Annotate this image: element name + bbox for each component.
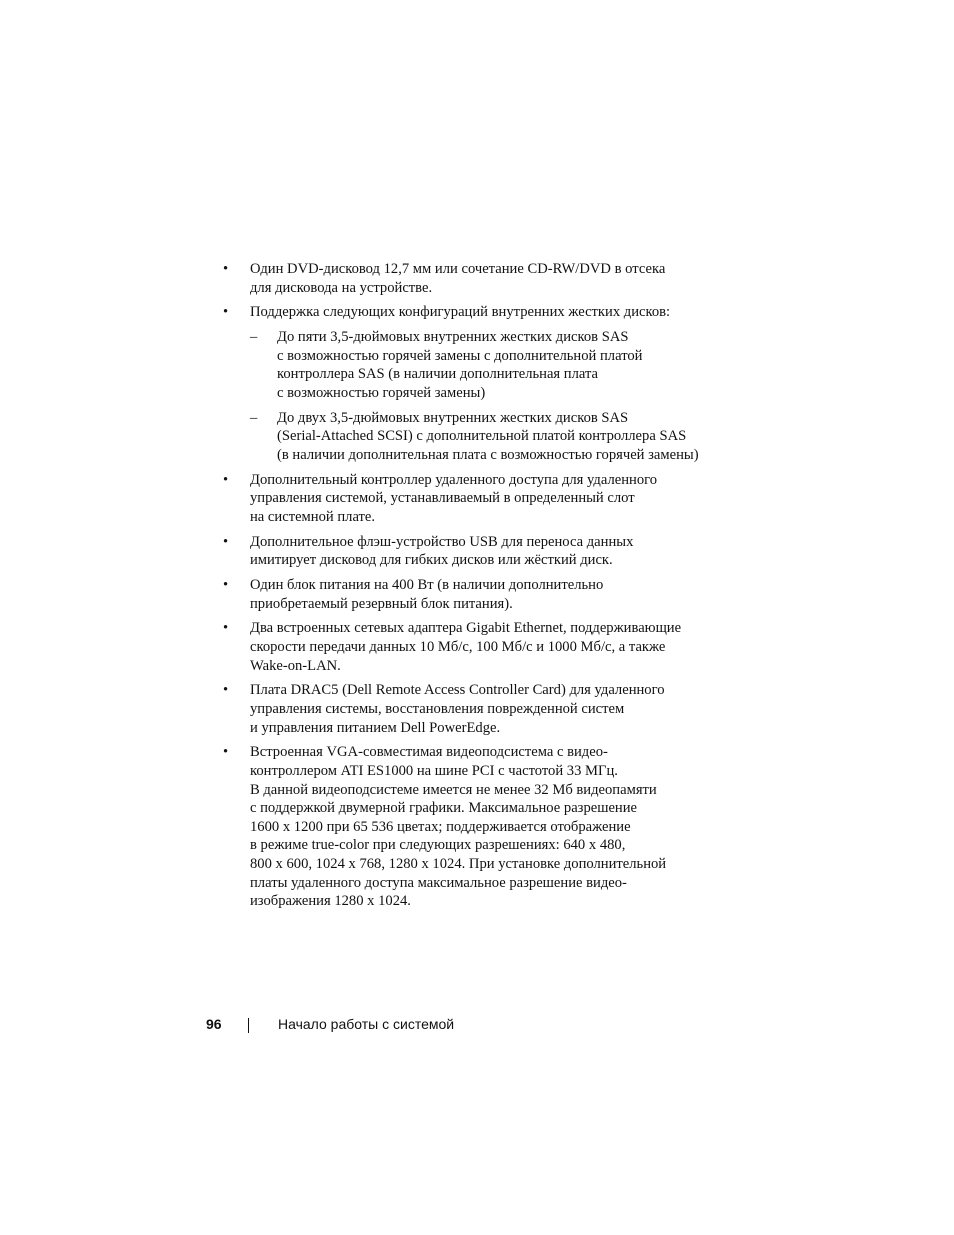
list-item-text-line: Дополнительное флэш-устройство USB для переноса данных [250, 533, 634, 550]
sub-list-item-text-line: (в наличии дополнительная плата с возможностью горячей замены) [277, 446, 699, 463]
list-item-text-line: Дополнительный контроллер удаленного доступа для удаленного [250, 471, 658, 488]
page-footer [0, 1014, 954, 1036]
sub-list-item-text-line: контроллера SAS (в наличии дополнительная плата [277, 366, 599, 383]
list-item-text-line: на системной плате. [250, 508, 376, 525]
list-item-text-line: В данной видеоподсистеме имеется не менее 32 Мб видеопамяти [250, 781, 657, 798]
list-item [223, 681, 743, 737]
sub-list-item [250, 328, 743, 402]
sub-list-item-text-line: с возможностью горячей замены) [277, 384, 486, 401]
list-item-text-line: контроллером ATI ES1000 на шине PCI с частотой 33 МГц. [250, 762, 618, 779]
bullet-marker: • [223, 304, 229, 321]
list-item [223, 619, 743, 675]
bullet-marker: • [223, 261, 229, 277]
list-item [223, 260, 743, 297]
list-item-text-line: Поддержка следующих конфигураций внутренних жестких дисков: [250, 304, 671, 321]
list-item-text-line: изображения 1280 x 1024. [250, 893, 411, 910]
feature-list [223, 260, 743, 917]
list-item-text-line: с поддержкой двумерной графики. Максимальное разрешение [250, 800, 638, 817]
list-item-text-line: скорости передачи данных 10 Мб/с, 100 Мб/с и 1000 Мб/с, а также [250, 639, 666, 655]
list-item-text-line: и управления питанием Dell PowerEdge. [250, 719, 501, 736]
dash-marker: – [250, 409, 258, 426]
bullet-marker: • [223, 744, 229, 761]
list-item-text-line: Плата DRAC5 (Dell Remote Access Controller Card) для удаленного [250, 682, 665, 699]
list-item-text-line: управления системой, устанавливаемый в определенный слот [250, 490, 635, 507]
list-item-text-line: Один блок питания на 400 Вт (в наличии дополнительно [250, 577, 604, 594]
list-item [223, 576, 743, 613]
sub-list-item-text-line: с возможностью горячей замены с дополнительной платой [277, 347, 643, 364]
dash-marker: – [250, 329, 258, 346]
list-item-text-line: для дисковода на устройстве. [250, 279, 433, 296]
sub-list [250, 328, 743, 464]
footer-chapter-title: Начало работы с системой [278, 1016, 455, 1032]
list-item-text-line: Один DVD-дисковод 12,7 мм или сочетание CD-RW/DVD в отсека [250, 261, 666, 277]
bullet-marker: • [223, 682, 229, 699]
list-item [223, 303, 743, 464]
bullet-marker: • [223, 471, 229, 488]
list-item [223, 471, 743, 527]
bullet-marker: • [223, 577, 229, 594]
list-item-text-line: 1600 x 1200 при 65 536 цветах; поддерживается отображение [250, 818, 631, 835]
sub-list-item [250, 409, 743, 465]
bullet-marker: • [223, 620, 229, 637]
list-item-text-line: Встроенная VGA-совместимая видеоподсистема с видео- [250, 744, 608, 761]
sub-list-item-text-line: До двух 3,5-дюймовых внутренних жестких дисков SAS [277, 409, 629, 426]
list-item-text-line: приобретаемый резервный блок питания). [250, 595, 513, 612]
list-item [223, 533, 743, 570]
sub-list-item-text-line: (Serial-Attached SCSI) с дополнительной платой контроллера SAS [277, 428, 687, 445]
list-item-text-line: управления системы, восстановления поврежденной систем [250, 700, 625, 717]
list-item-text-line: в режиме true-color при следующих разрешениях: 640 x 480, [250, 837, 626, 854]
footer-divider [248, 1018, 249, 1033]
page-number: 96 [206, 1016, 222, 1032]
bullet-marker: • [223, 533, 229, 550]
list-item-text-line: 800 x 600, 1024 x 768, 1280 x 1024. При установке дополнительной [250, 855, 667, 872]
list-item-text-line: имитирует дисковод для гибких дисков или жёсткий диск. [250, 552, 613, 569]
sub-list-item-text-line: До пяти 3,5-дюймовых внутренних жестких дисков SAS [277, 329, 629, 346]
list-item-text-line: Два встроенных сетевых адаптера Gigabit Ethernet, поддерживающие [250, 620, 682, 637]
list-item-text-line: Wake-on-LAN. [250, 657, 341, 674]
list-item [223, 743, 743, 910]
list-item-text-line: платы удаленного доступа максимальное разрешение видео- [250, 874, 627, 891]
